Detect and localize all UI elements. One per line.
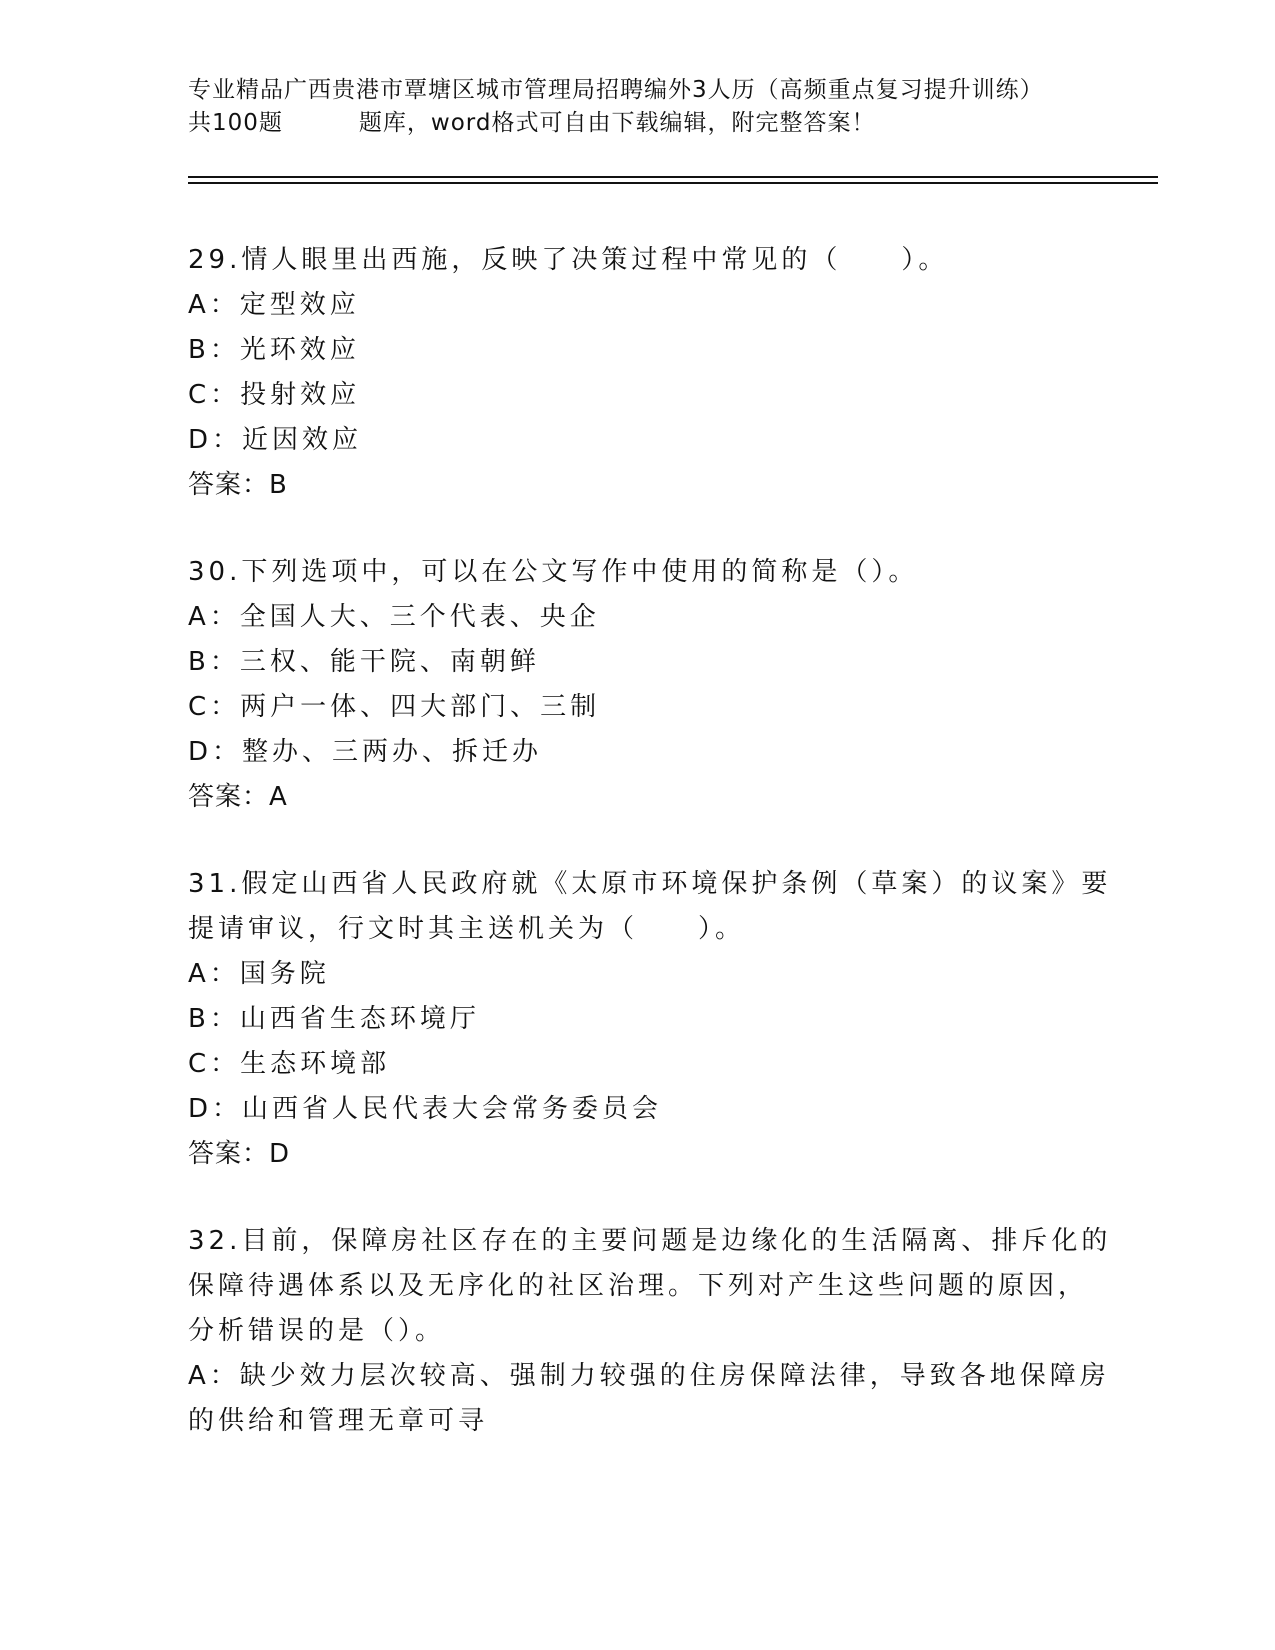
option-b: B：山西省生态环境厅 <box>188 1004 480 1034</box>
document-header <box>188 74 1088 140</box>
option-a: A：定型效应 <box>188 290 360 320</box>
option-a: A：全国人大、三个代表、央企 <box>188 602 600 632</box>
header-divider-top <box>188 176 1158 178</box>
question-stem: 31.假定山西省人民政府就《太原市环境保护条例（草案）的议案》要 <box>188 869 1112 899</box>
option-a: A：国务院 <box>188 959 330 989</box>
question-stem-continued: 提请审议，行文时其主送机关为（ ）。 <box>188 914 746 944</box>
header-title-line: 专业精品广西贵港市覃塘区城市管理局招聘编外3人历（高频重点复习提升训练） <box>188 77 1044 103</box>
header-subtitle-line <box>188 107 1088 140</box>
question-stem: 32.目前，保障房社区存在的主要问题是边缘化的生活隔离、排斥化的 <box>188 1226 1112 1256</box>
option-a-continued: 的供给和管理无章可寻 <box>188 1406 489 1436</box>
question-32 <box>188 1219 1112 1444</box>
question-stem-continued: 分析错误的是（）。 <box>188 1316 446 1346</box>
option-c: C：投射效应 <box>188 380 361 410</box>
question-stem-continued: 保障待遇体系以及无序化的社区治理。下列对产生这些问题的原因， <box>188 1271 1089 1301</box>
question-30 <box>188 550 1088 820</box>
option-c: C：生态环境部 <box>188 1049 391 1079</box>
option-d: D：整办、三两办、拆迁办 <box>188 737 543 767</box>
answer-line: 答案：D <box>188 1139 291 1169</box>
question-list <box>188 238 1112 1486</box>
question-stem: 30.下列选项中，可以在公文写作中使用的简称是（）。 <box>188 557 919 587</box>
option-a: A：缺少效力层次较高、强制力较强的住房保障法律，导致各地保障房 <box>188 1361 1110 1391</box>
question-31 <box>188 862 1112 1177</box>
header-divider-bottom <box>188 182 1158 184</box>
question-29 <box>188 238 1088 508</box>
option-d: D：山西省人民代表大会常务委员会 <box>188 1094 663 1124</box>
header-question-count: 共100题 <box>188 110 283 136</box>
answer-line: 答案：B <box>188 470 288 500</box>
option-b: B：光环效应 <box>188 335 360 365</box>
answer-line: 答案：A <box>188 782 288 812</box>
option-b: B：三权、能干院、南朝鲜 <box>188 647 540 677</box>
header-description: 题库，word格式可自由下载编辑，附完整答案！ <box>358 110 876 136</box>
option-d: D：近因效应 <box>188 425 363 455</box>
question-stem: 29.情人眼里出西施，反映了决策过程中常见的（ ）。 <box>188 245 949 275</box>
option-c: C：两户一体、四大部门、三制 <box>188 692 601 722</box>
